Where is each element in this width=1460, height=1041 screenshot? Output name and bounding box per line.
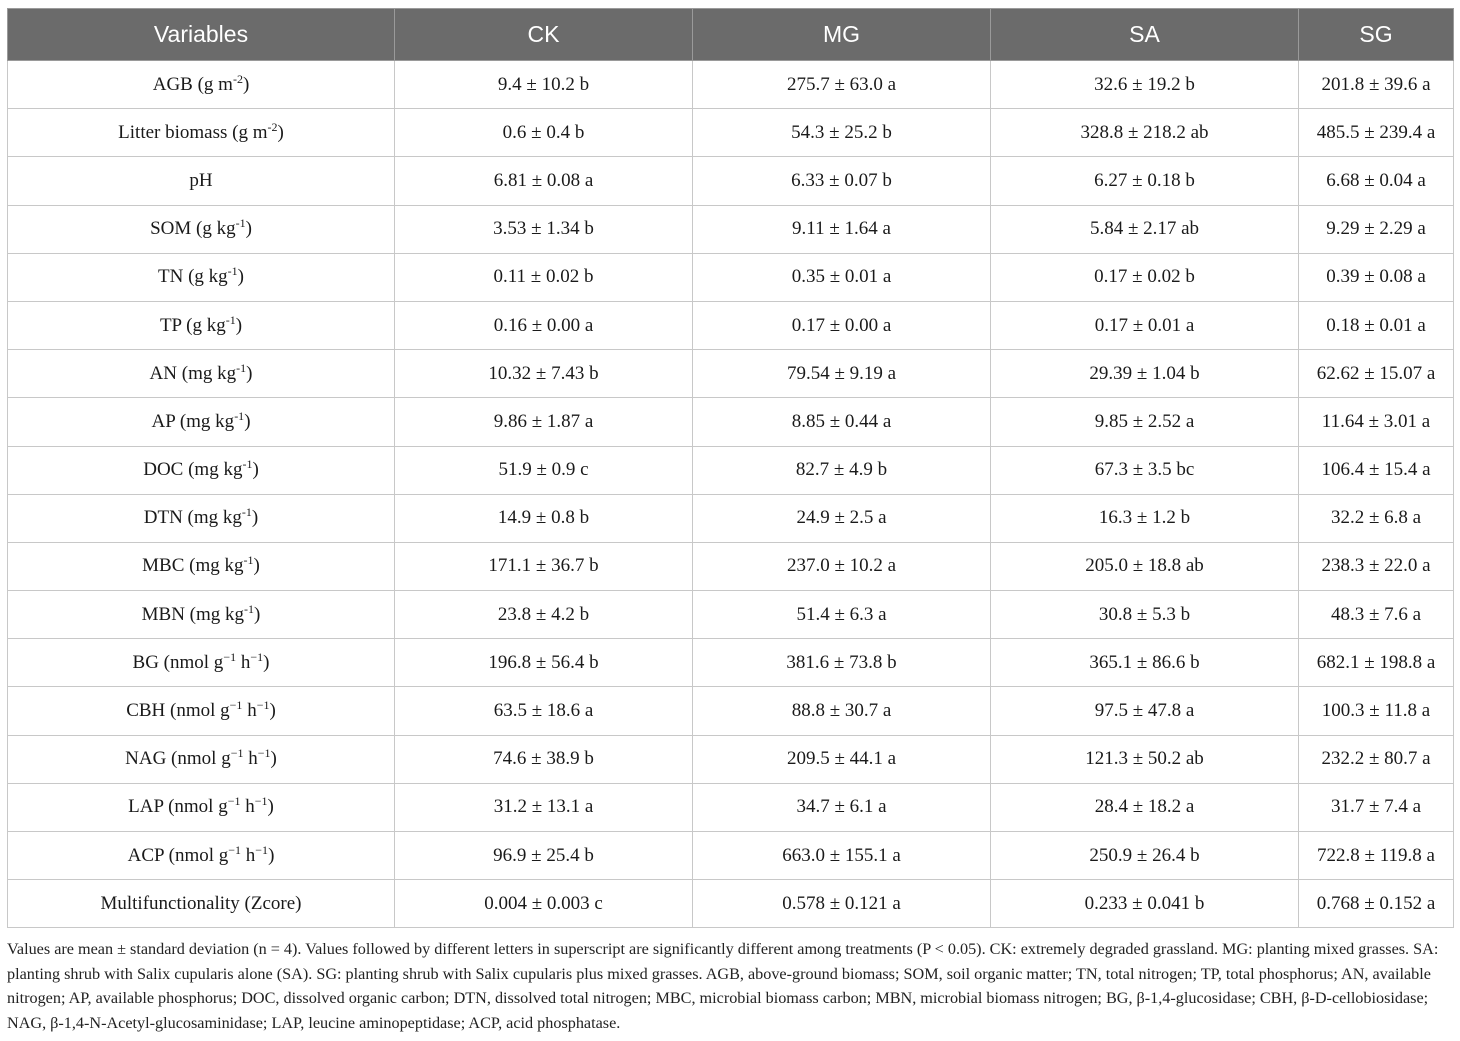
variable-sup: −1 [229, 698, 243, 713]
cell-sa: 365.1 ± 86.6 b [991, 639, 1299, 687]
row-variable-label [8, 205, 395, 253]
variable-sup: -1 [243, 553, 254, 568]
cell-sa: 5.84 ± 2.17 ab [991, 205, 1299, 253]
cell-ck: 0.11 ± 0.02 b [395, 253, 693, 301]
variable-suffix: ) [254, 603, 261, 625]
row-variable-label [8, 301, 395, 349]
table-row [8, 61, 1454, 109]
variable-sup: -1 [234, 408, 245, 423]
cell-sa: 30.8 ± 5.3 b [991, 591, 1299, 639]
cell-sa: 29.39 ± 1.04 b [991, 350, 1299, 398]
variable-label: AGB (g m [152, 73, 233, 95]
cell-mg: 0.17 ± 0.00 a [693, 301, 991, 349]
variable-suffix: ) [268, 844, 275, 866]
row-variable-label [8, 735, 395, 783]
table-row [8, 783, 1454, 831]
cell-sa: 16.3 ± 1.2 b [991, 494, 1299, 542]
variable-label: Multifunctionality (Zcore) [100, 892, 302, 914]
cell-mg: 209.5 ± 44.1 a [693, 735, 991, 783]
variable-label: MBN (mg kg [141, 603, 245, 625]
row-variable-label [8, 639, 395, 687]
row-variable-label [8, 253, 395, 301]
row-variable-label [8, 880, 395, 928]
cell-ck: 23.8 ± 4.2 b [395, 591, 693, 639]
cell-ck: 0.6 ± 0.4 b [395, 109, 693, 157]
variable-label: TN (g kg [158, 266, 228, 288]
cell-mg: 88.8 ± 30.7 a [693, 687, 991, 735]
variable-sup2: −1 [254, 794, 268, 809]
table-row [8, 687, 1454, 735]
table-footnote: Values are mean ± standard deviation (n = 4). Values followed by different letters in superscript are significantly different among treatments (P < 0.05). CK: extremely degraded grassland. MG: planting mixed grasses. SA: planting shrub with Salix cupularis alone (SA). SG: planting shrub with Salix cupularis plus mixed grasses. AGB, above-ground biomass; SOM, soil organic matter; TN, total nitrogen; TP, total phosphorus; AN, available nitrogen; AP, available phosphorus; DOC, dissolved organic carbon; DTN, dissolved total nitrogen; MBC, microbial biomass carbon; MBN, microbial biomass nitrogen; BG, β-1,4-glucosidase; CBH, β-D-cellobiosidase; NAG, β-1,4-N-Acetyl-glucosaminidase; LAP, leucine aminopeptidase; ACP, acid phosphatase. [7, 940, 1439, 1032]
soil-properties-table [7, 8, 1454, 928]
variable-label: TP (g kg [159, 314, 226, 336]
row-variable-label [8, 494, 395, 542]
variable-suffix: ) [245, 218, 252, 240]
cell-mg: 663.0 ± 155.1 a [693, 832, 991, 880]
variable-sup2: −1 [257, 746, 271, 761]
cell-mg: 0.35 ± 0.01 a [693, 253, 991, 301]
cell-ck: 0.004 ± 0.003 c [395, 880, 693, 928]
table-row [8, 639, 1454, 687]
cell-sg: 201.8 ± 39.6 a [1299, 61, 1454, 109]
variable-suffix: ) [252, 459, 259, 481]
cell-sa: 0.17 ± 0.02 b [991, 253, 1299, 301]
cell-sa: 0.233 ± 0.041 b [991, 880, 1299, 928]
row-variable-label [8, 350, 395, 398]
cell-mg: 6.33 ± 0.07 b [693, 157, 991, 205]
variable-label: pH [189, 169, 213, 191]
cell-sg: 722.8 ± 119.8 a [1299, 832, 1454, 880]
cell-sa: 121.3 ± 50.2 ab [991, 735, 1299, 783]
table-row [8, 832, 1454, 880]
variable-suffix: ) [263, 651, 270, 673]
cell-ck: 63.5 ± 18.6 a [395, 687, 693, 735]
table-body [8, 61, 1454, 928]
variable-sup2: −1 [255, 842, 269, 857]
variable-label: SOM (g kg [150, 218, 236, 240]
variable-sup: -2 [267, 119, 278, 134]
cell-mg: 275.7 ± 63.0 a [693, 61, 991, 109]
variable-sup: -1 [244, 601, 255, 616]
cell-sg: 31.7 ± 7.4 a [1299, 783, 1454, 831]
variable-label: ACP (nmol g [127, 844, 229, 866]
variable-sup2: −1 [250, 649, 264, 664]
variable-label: DTN (mg kg [143, 507, 242, 529]
cell-sg: 485.5 ± 239.4 a [1299, 109, 1454, 157]
cell-sg: 0.18 ± 0.01 a [1299, 301, 1454, 349]
cell-sg: 6.68 ± 0.04 a [1299, 157, 1454, 205]
cell-sg: 682.1 ± 198.8 a [1299, 639, 1454, 687]
variable-mid: h [240, 796, 255, 818]
variable-sup2: −1 [256, 698, 270, 713]
cell-mg: 381.6 ± 73.8 b [693, 639, 991, 687]
cell-sa: 28.4 ± 18.2 a [991, 783, 1299, 831]
cell-sg: 232.2 ± 80.7 a [1299, 735, 1454, 783]
cell-ck: 74.6 ± 38.9 b [395, 735, 693, 783]
cell-sa: 6.27 ± 0.18 b [991, 157, 1299, 205]
cell-sa: 328.8 ± 218.2 ab [991, 109, 1299, 157]
row-variable-label [8, 591, 395, 639]
variable-label: AP (mg kg [151, 410, 235, 432]
variable-mid: h [242, 700, 257, 722]
header-variables: Variables [8, 9, 395, 61]
table-row [8, 542, 1454, 590]
cell-ck: 3.53 ± 1.34 b [395, 205, 693, 253]
cell-sa: 0.17 ± 0.01 a [991, 301, 1299, 349]
variable-sup: -1 [236, 360, 247, 375]
cell-ck: 96.9 ± 25.4 b [395, 832, 693, 880]
cell-ck: 10.32 ± 7.43 b [395, 350, 693, 398]
variable-suffix: ) [237, 266, 244, 288]
variable-suffix: ) [270, 748, 277, 770]
cell-sa: 97.5 ± 47.8 a [991, 687, 1299, 735]
data-table-container [7, 8, 1453, 928]
cell-ck: 31.2 ± 13.1 a [395, 783, 693, 831]
row-variable-label [8, 687, 395, 735]
table-row [8, 301, 1454, 349]
cell-sa: 32.6 ± 19.2 b [991, 61, 1299, 109]
cell-sg: 11.64 ± 3.01 a [1299, 398, 1454, 446]
variable-sup: -1 [242, 457, 253, 472]
variable-suffix: ) [242, 73, 250, 95]
variable-label: AN (mg kg [149, 362, 237, 384]
cell-mg: 9.11 ± 1.64 a [693, 205, 991, 253]
variable-mid: h [243, 748, 258, 770]
table-row [8, 446, 1454, 494]
cell-mg: 54.3 ± 25.2 b [693, 109, 991, 157]
cell-sa: 9.85 ± 2.52 a [991, 398, 1299, 446]
table-row [8, 109, 1454, 157]
header-ck: CK [395, 9, 693, 61]
cell-ck: 0.16 ± 0.00 a [395, 301, 693, 349]
table-row [8, 591, 1454, 639]
variable-sup: -1 [227, 264, 238, 279]
table-row [8, 253, 1454, 301]
cell-sg: 106.4 ± 15.4 a [1299, 446, 1454, 494]
variable-suffix: ) [267, 796, 274, 818]
variable-sup: -1 [241, 505, 252, 520]
variable-sup: -1 [225, 312, 236, 327]
variable-label: NAG (nmol g [125, 748, 231, 770]
variable-label: BG (nmol g [132, 651, 224, 673]
cell-mg: 237.0 ± 10.2 a [693, 542, 991, 590]
cell-sg: 0.768 ± 0.152 a [1299, 880, 1454, 928]
header-sa: SA [991, 9, 1299, 61]
table-row [8, 350, 1454, 398]
table-row [8, 494, 1454, 542]
row-variable-label [8, 783, 395, 831]
row-variable-label [8, 542, 395, 590]
cell-sg: 9.29 ± 2.29 a [1299, 205, 1454, 253]
variable-sup: −1 [228, 842, 242, 857]
cell-sa: 205.0 ± 18.8 ab [991, 542, 1299, 590]
cell-mg: 34.7 ± 6.1 a [693, 783, 991, 831]
row-variable-label [8, 109, 395, 157]
cell-sg: 48.3 ± 7.6 a [1299, 591, 1454, 639]
cell-ck: 51.9 ± 0.9 c [395, 446, 693, 494]
variable-suffix: ) [253, 555, 260, 577]
variable-mid: h [236, 651, 251, 673]
variable-label: MBC (mg kg [142, 555, 244, 577]
cell-mg: 51.4 ± 6.3 a [693, 591, 991, 639]
variable-mid: h [241, 844, 256, 866]
cell-mg: 8.85 ± 0.44 a [693, 398, 991, 446]
cell-ck: 9.4 ± 10.2 b [395, 61, 693, 109]
variable-suffix: ) [244, 410, 251, 432]
cell-sg: 32.2 ± 6.8 a [1299, 494, 1454, 542]
cell-mg: 79.54 ± 9.19 a [693, 350, 991, 398]
header-sg: SG [1299, 9, 1454, 61]
row-variable-label [8, 61, 395, 109]
variable-suffix: ) [269, 700, 276, 722]
table-row [8, 205, 1454, 253]
row-variable-label [8, 157, 395, 205]
cell-mg: 0.578 ± 0.121 a [693, 880, 991, 928]
variable-suffix: ) [251, 507, 259, 529]
cell-ck: 171.1 ± 36.7 b [395, 542, 693, 590]
table-row [8, 157, 1454, 205]
variable-sup: −1 [230, 746, 244, 761]
cell-sa: 250.9 ± 26.4 b [991, 832, 1299, 880]
variable-sup: −1 [223, 649, 237, 664]
cell-sa: 67.3 ± 3.5 bc [991, 446, 1299, 494]
table-header-row [8, 9, 1454, 61]
table-row [8, 735, 1454, 783]
cell-ck: 6.81 ± 0.08 a [395, 157, 693, 205]
table-row [8, 398, 1454, 446]
variable-label: CBH (nmol g [126, 700, 230, 722]
variable-sup: -2 [232, 71, 243, 86]
cell-mg: 24.9 ± 2.5 a [693, 494, 991, 542]
variable-suffix: ) [277, 121, 284, 143]
cell-ck: 14.9 ± 0.8 b [395, 494, 693, 542]
cell-sg: 0.39 ± 0.08 a [1299, 253, 1454, 301]
cell-mg: 82.7 ± 4.9 b [693, 446, 991, 494]
row-variable-label [8, 832, 395, 880]
cell-ck: 196.8 ± 56.4 b [395, 639, 693, 687]
cell-sg: 238.3 ± 22.0 a [1299, 542, 1454, 590]
variable-suffix: ) [246, 362, 253, 384]
table-row [8, 880, 1454, 928]
variable-label: Litter biomass (g m [118, 121, 268, 143]
cell-sg: 62.62 ± 15.07 a [1299, 350, 1454, 398]
row-variable-label [8, 446, 395, 494]
variable-label: LAP (nmol g [128, 796, 228, 818]
cell-sg: 100.3 ± 11.8 a [1299, 687, 1454, 735]
variable-label: DOC (mg kg [143, 459, 243, 481]
variable-sup: −1 [227, 794, 241, 809]
header-mg: MG [693, 9, 991, 61]
variable-suffix: ) [235, 314, 243, 336]
cell-ck: 9.86 ± 1.87 a [395, 398, 693, 446]
variable-sup: -1 [235, 216, 246, 231]
row-variable-label [8, 398, 395, 446]
